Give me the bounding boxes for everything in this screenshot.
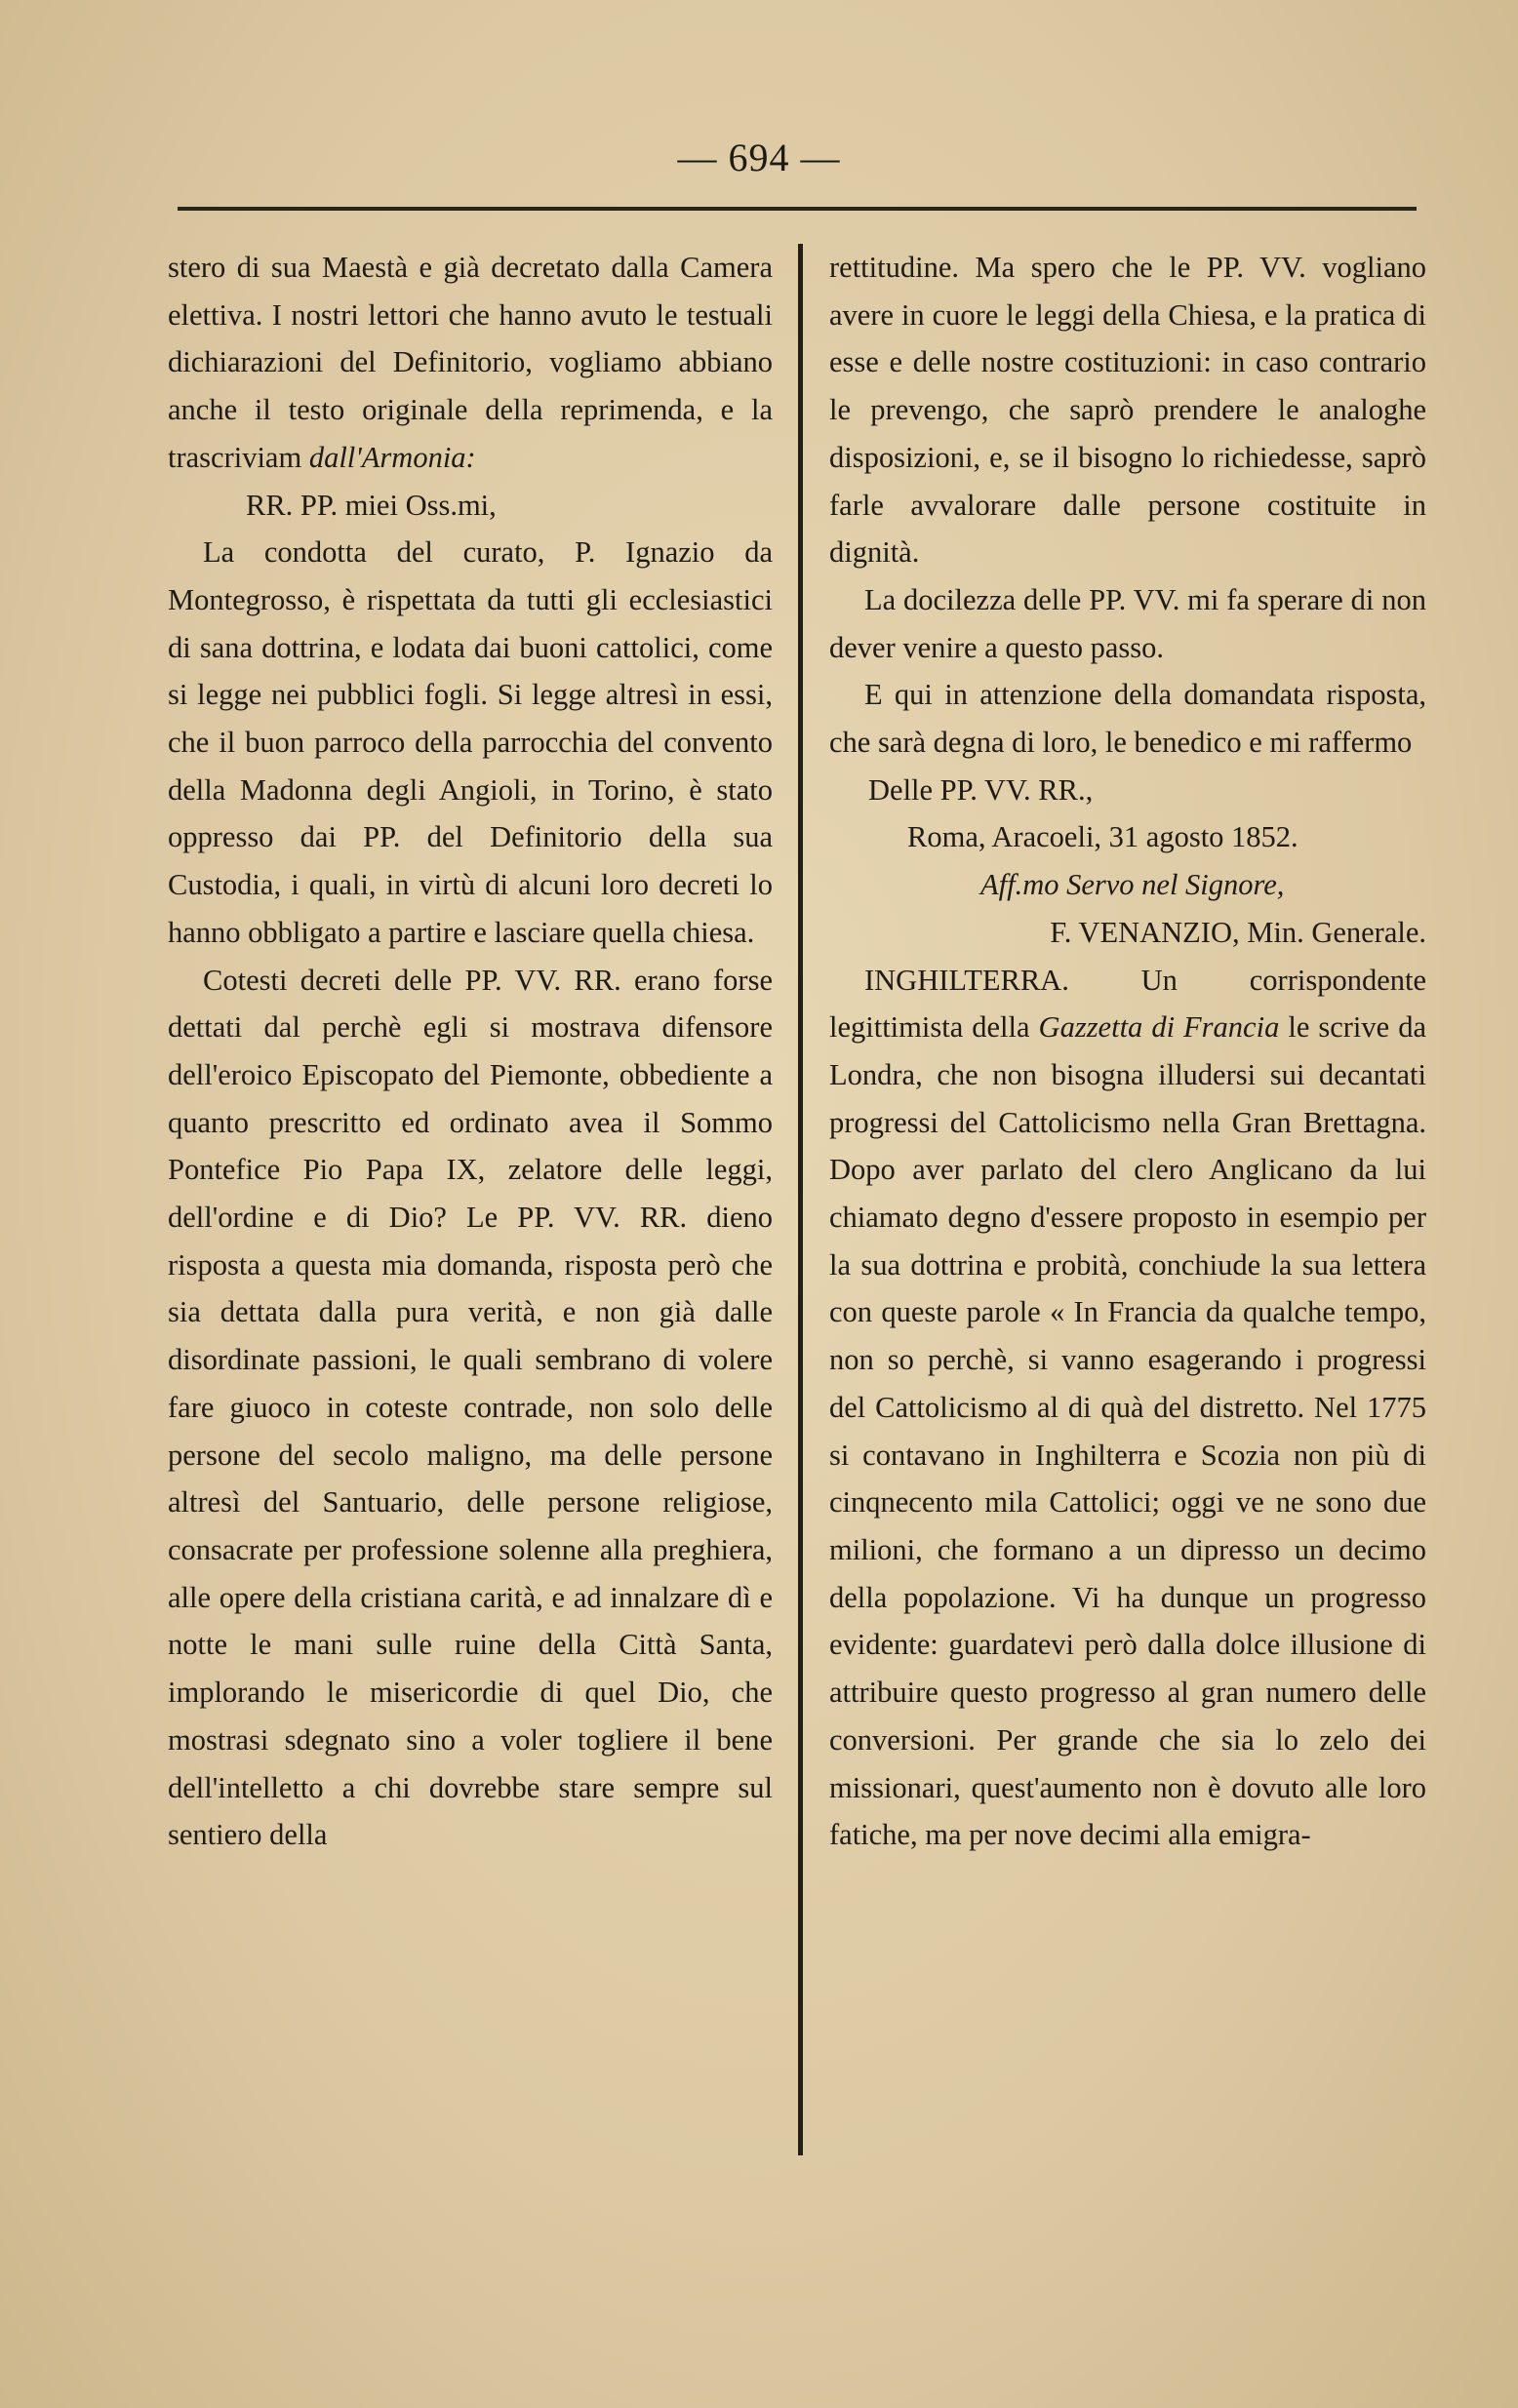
closing-line: Delle PP. VV. RR., xyxy=(868,772,1094,807)
signature: F. VENANZIO, Min. Generale. xyxy=(1050,915,1426,949)
paragraph xyxy=(168,244,773,482)
paragraph: La docilezza delle PP. VV. mi fa sperare di non dever venire a questo passo. xyxy=(829,582,1426,664)
salutation: RR. PP. miei Oss.mi, xyxy=(246,488,497,522)
paragraph: E qui in attenzione della domandata risposta, che sarà degna di loro, le benedico e mi raffermo xyxy=(829,678,1426,760)
right-column xyxy=(829,244,1426,1859)
closing-line: Aff.mo Servo nel Signore, xyxy=(980,868,1285,902)
paragraph xyxy=(829,957,1426,1859)
paragraph-text: Un corrispondente legittimista della xyxy=(829,963,1426,1045)
page-number: — 694 — xyxy=(677,136,841,179)
source-title: dall'Armonia: xyxy=(308,440,476,474)
paragraph-text: stero di sua Maestà e già decretato dalla Camera elettiva. I nostri lettori che hanno avuto le testuali dichiarazioni del Definitorio, vogliamo abbiano anche il testo originale della reprimenda, e la trascriviam xyxy=(168,251,773,474)
paragraph: Cotesti decreti delle PP. VV. RR. erano forse dettati dal perchè egli si mostrava difensore dell'eroico Episcopato del Piemonte, obbediente a quanto prescritto ed ordinato avea il Sommo Pontefice Pio Papa IX, zelatore delle leggi, dell'ordine e di Dio? Le PP. VV. RR. dieno risposta a questa mia domanda, risposta però che sia dettata dalla pura verità, e non già dalle disordinate passioni, le quali sembrano di volere fare giuoco in coteste contrade, non solo delle persone del secolo maligno, ma delle persone altresì del Santuario, delle persone religiose, consacrate per professione solenne alla preghiera, alle opere della cristiana carità, e ad innalzare dì e notte le mani sulle ruine della Città Santa, implorando le misericordie di quel Dio, che mostrasi sdegnato sino a voler togliere il bene dell'intelletto a chi dovrebbe stare sempre sul sentiero della xyxy=(168,963,773,1852)
paragraph: rettitudine. Ma spero che le PP. VV. vogliano avere in cuore le leggi della Chiesa, e la pratica di esse e delle nostre costituzioni: in caso contrario le prevengo, che saprò prendere le analoghe disposizioni, e, se il bisogno lo richiedesse, saprò farle avvalorare dalle persone costituite in dignità. xyxy=(829,251,1426,570)
paragraph-text: le scrive da Londra, che non bisogna illudersi sui decantati progressi del Cattolicismo nella Gran Brettagna. Dopo aver parlato del clero Anglicano da lui chiamato degno d'essere proposto in esempio per la sua dottrina e probità, conchiude la sua lettera con queste parole « In Francia da qualche tempo, non so perchè, si vanno esagerando i progressi del Cattolicismo al di quà del distretto. Nel 1775 si contavano in Inghilterra e Scozia non più di cinqnecento mila Cattolici; oggi ve ne sono due milioni, che formano a un dipresso un decimo della popolazione. Vi ha dunque un progresso evidente: guardatevi però dalla dolce illusione di attribuire questo progresso al gran numero delle conversioni. Per grande che sia lo zelo dei missionari, quest'aumento non è dovuto alle loro fatiche, ma per nove decimi alla emigra- xyxy=(829,1010,1426,1852)
closing-line: Roma, Aracoeli, 31 agosto 1852. xyxy=(907,820,1298,854)
header-rule xyxy=(178,207,1417,211)
paragraph: La condotta del curato, P. Ignazio da Montegrosso, è rispettata da tutti gli ecclesiastici di sana dottrina, e lodata dai buoni cattolici, come si legge nei pubblici fogli. Si legge altresì in essi, che il buon parroco della parrocchia del convento della Madonna degli Angioli, in Torino, è stato oppresso dai PP. del Definitorio della sua Custodia, i quali, in virtù di alcuni loro decreti lo hanno obbligato a partire e lasciare quella chiesa. xyxy=(168,535,773,949)
left-column xyxy=(168,244,773,1859)
newspaper-title: Gazzetta di Francia xyxy=(1038,1010,1280,1045)
column-divider xyxy=(798,244,803,2155)
section-heading: INGHILTERRA. xyxy=(864,963,1069,997)
